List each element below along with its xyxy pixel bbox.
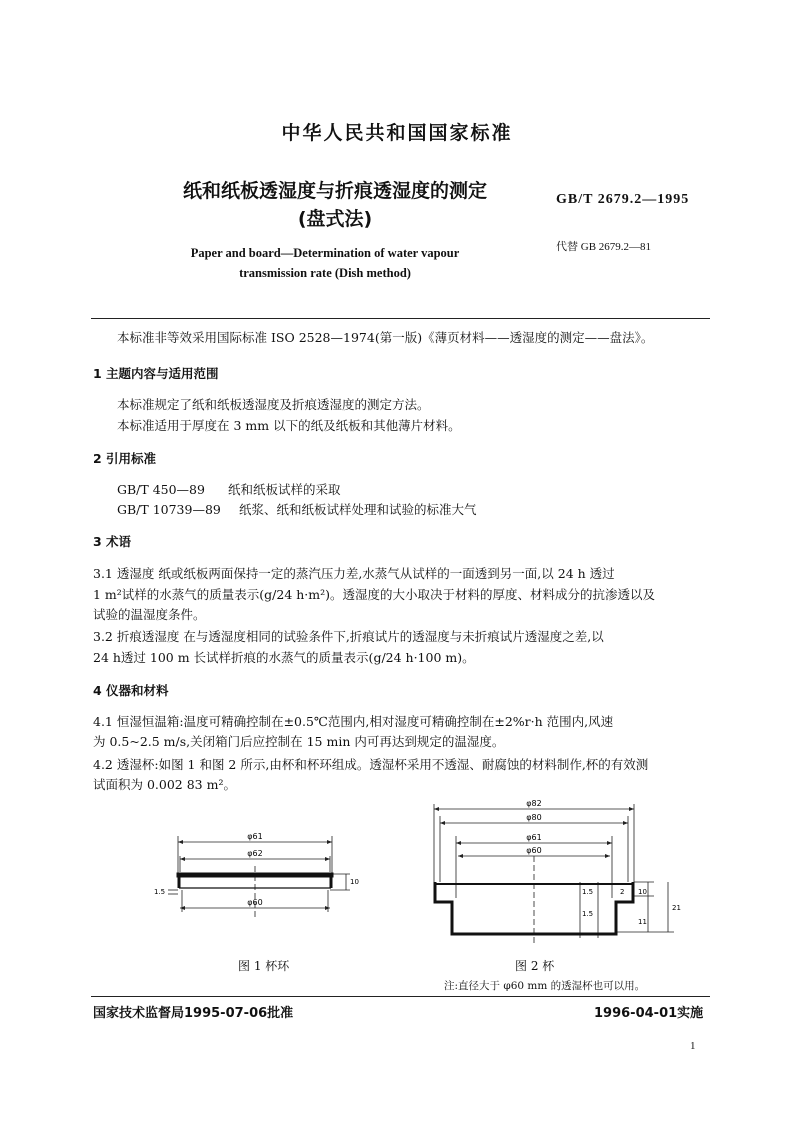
fig1-dim-10: 10 xyxy=(350,878,359,886)
fig2-dim-21: 21 xyxy=(672,904,681,912)
fig2-dim-2: 2 xyxy=(620,888,625,896)
figure-1-caption: 图 1 杯环 xyxy=(238,959,290,973)
doc-title-zh: 纸和纸板透湿度与折痕透湿度的测定 xyxy=(182,180,487,202)
standard-number: GB/T 2679.2—1995 xyxy=(556,192,690,207)
item-4-1-line-2: 为 0.5~2.5 m/s,关闭箱门后应控制在 15 min 内可再达到规定的温湿度。 xyxy=(93,734,505,749)
doc-title-en-line2: transmission rate (Dish method) xyxy=(239,266,411,280)
term-3-1-line-1: 3.1 透湿度 纸或纸板两面保持一定的蒸汽压力差,水蒸气从试样的一面透到另一面,以 24 h 透过 xyxy=(93,566,615,581)
doc-title-en-line1: Paper and board—Determination of water vapour xyxy=(190,246,460,260)
fig1-dim-60: φ60 xyxy=(247,898,263,907)
fig2-dim-10: 10 xyxy=(638,888,647,896)
figure-1-cup-ring-drawing xyxy=(150,828,360,928)
reference-1-title: 纸和纸板试样的采取 xyxy=(228,482,341,497)
fig2-dim-1-5-side: 1.5 xyxy=(582,910,594,918)
section-1-para-2: 本标准适用于厚度在 3 mm 以下的纸及纸板和其他薄片材料。 xyxy=(117,418,461,433)
approval-date: 国家技术监督局1995-07-06批准 xyxy=(93,1006,294,1021)
figure-2-cup-drawing xyxy=(428,798,690,948)
fig2-dim-80: φ80 xyxy=(526,813,542,822)
page-number: 1 xyxy=(690,1040,696,1052)
reference-2-code: GB/T 10739—89 xyxy=(117,502,221,517)
doc-title-method: (盘式法) xyxy=(297,208,373,230)
section-2-heading: 2 引用标准 xyxy=(93,451,157,466)
item-4-1-line-1: 4.1 恒湿恒温箱:温度可精确控制在±0.5℃范围内,相对湿度可精确控制在±2%r·h 范围内,风速 xyxy=(93,714,614,729)
section-4-heading: 4 仪器和材料 xyxy=(93,683,169,698)
reference-1-code: GB/T 450—89 xyxy=(117,482,205,497)
item-4-2-line-2: 试面积为 0.002 83 m²。 xyxy=(93,777,236,792)
term-3-1-line-3: 试验的温湿度条件。 xyxy=(93,607,206,622)
footer-divider xyxy=(91,996,710,997)
fig2-dim-1-5-top: 1.5 xyxy=(582,888,594,896)
header-divider xyxy=(91,318,710,319)
term-3-2-line-1: 3.2 折痕透湿度 在与透湿度相同的试验条件下,折痕试片的透湿度与未折痕试片透湿度之差,以 xyxy=(93,629,604,644)
effective-date: 1996-04-01实施 xyxy=(594,1006,704,1021)
item-4-2-line-1: 4.2 透湿杯:如图 1 和图 2 所示,由杯和杯环组成。透湿杯采用不透湿、耐腐蚀的材料制作,杯的有效测 xyxy=(93,757,649,772)
fig2-dim-11: 11 xyxy=(638,918,647,926)
fig2-dim-82: φ82 xyxy=(526,799,542,808)
figure-2-caption: 图 2 杯 xyxy=(515,959,555,973)
fig1-dim-1-5: 1.5 xyxy=(154,888,166,896)
replaces-standard: 代替 GB 2679.2—81 xyxy=(556,241,652,253)
term-3-1-line-2: 1 m²试样的水蒸气的质量表示(g/24 h·m²)。透湿度的大小取决于材料的厚度、材料成分的抗渗透以及 xyxy=(93,587,656,602)
fig1-dim-61: φ61 xyxy=(247,832,263,841)
fig1-dim-62: φ62 xyxy=(247,849,263,858)
fig2-dim-61: φ61 xyxy=(526,833,542,842)
org-title: 中华人民共和国国家标准 xyxy=(281,122,513,144)
section-1-para-1: 本标准规定了纸和纸板透湿度及折痕透湿度的测定方法。 xyxy=(117,397,430,412)
section-1-heading: 1 主题内容与适用范围 xyxy=(93,366,219,381)
figure-2-note: 注:直径大于 φ60 mm 的透湿杯也可以用。 xyxy=(444,980,646,992)
section-3-heading: 3 术语 xyxy=(93,534,132,549)
term-3-2-line-2: 24 h透过 100 m 长试样折痕的水蒸气的质量表示(g/24 h·100 m)。 xyxy=(93,650,475,665)
intro-paragraph: 本标准非等效采用国际标准 ISO 2528—1974(第一版)《薄页材料——透湿度的测定——盘法》。 xyxy=(117,330,654,345)
fig2-dim-60: φ60 xyxy=(526,846,542,855)
reference-2-title: 纸浆、纸和纸板试样处理和试验的标准大气 xyxy=(239,502,477,517)
